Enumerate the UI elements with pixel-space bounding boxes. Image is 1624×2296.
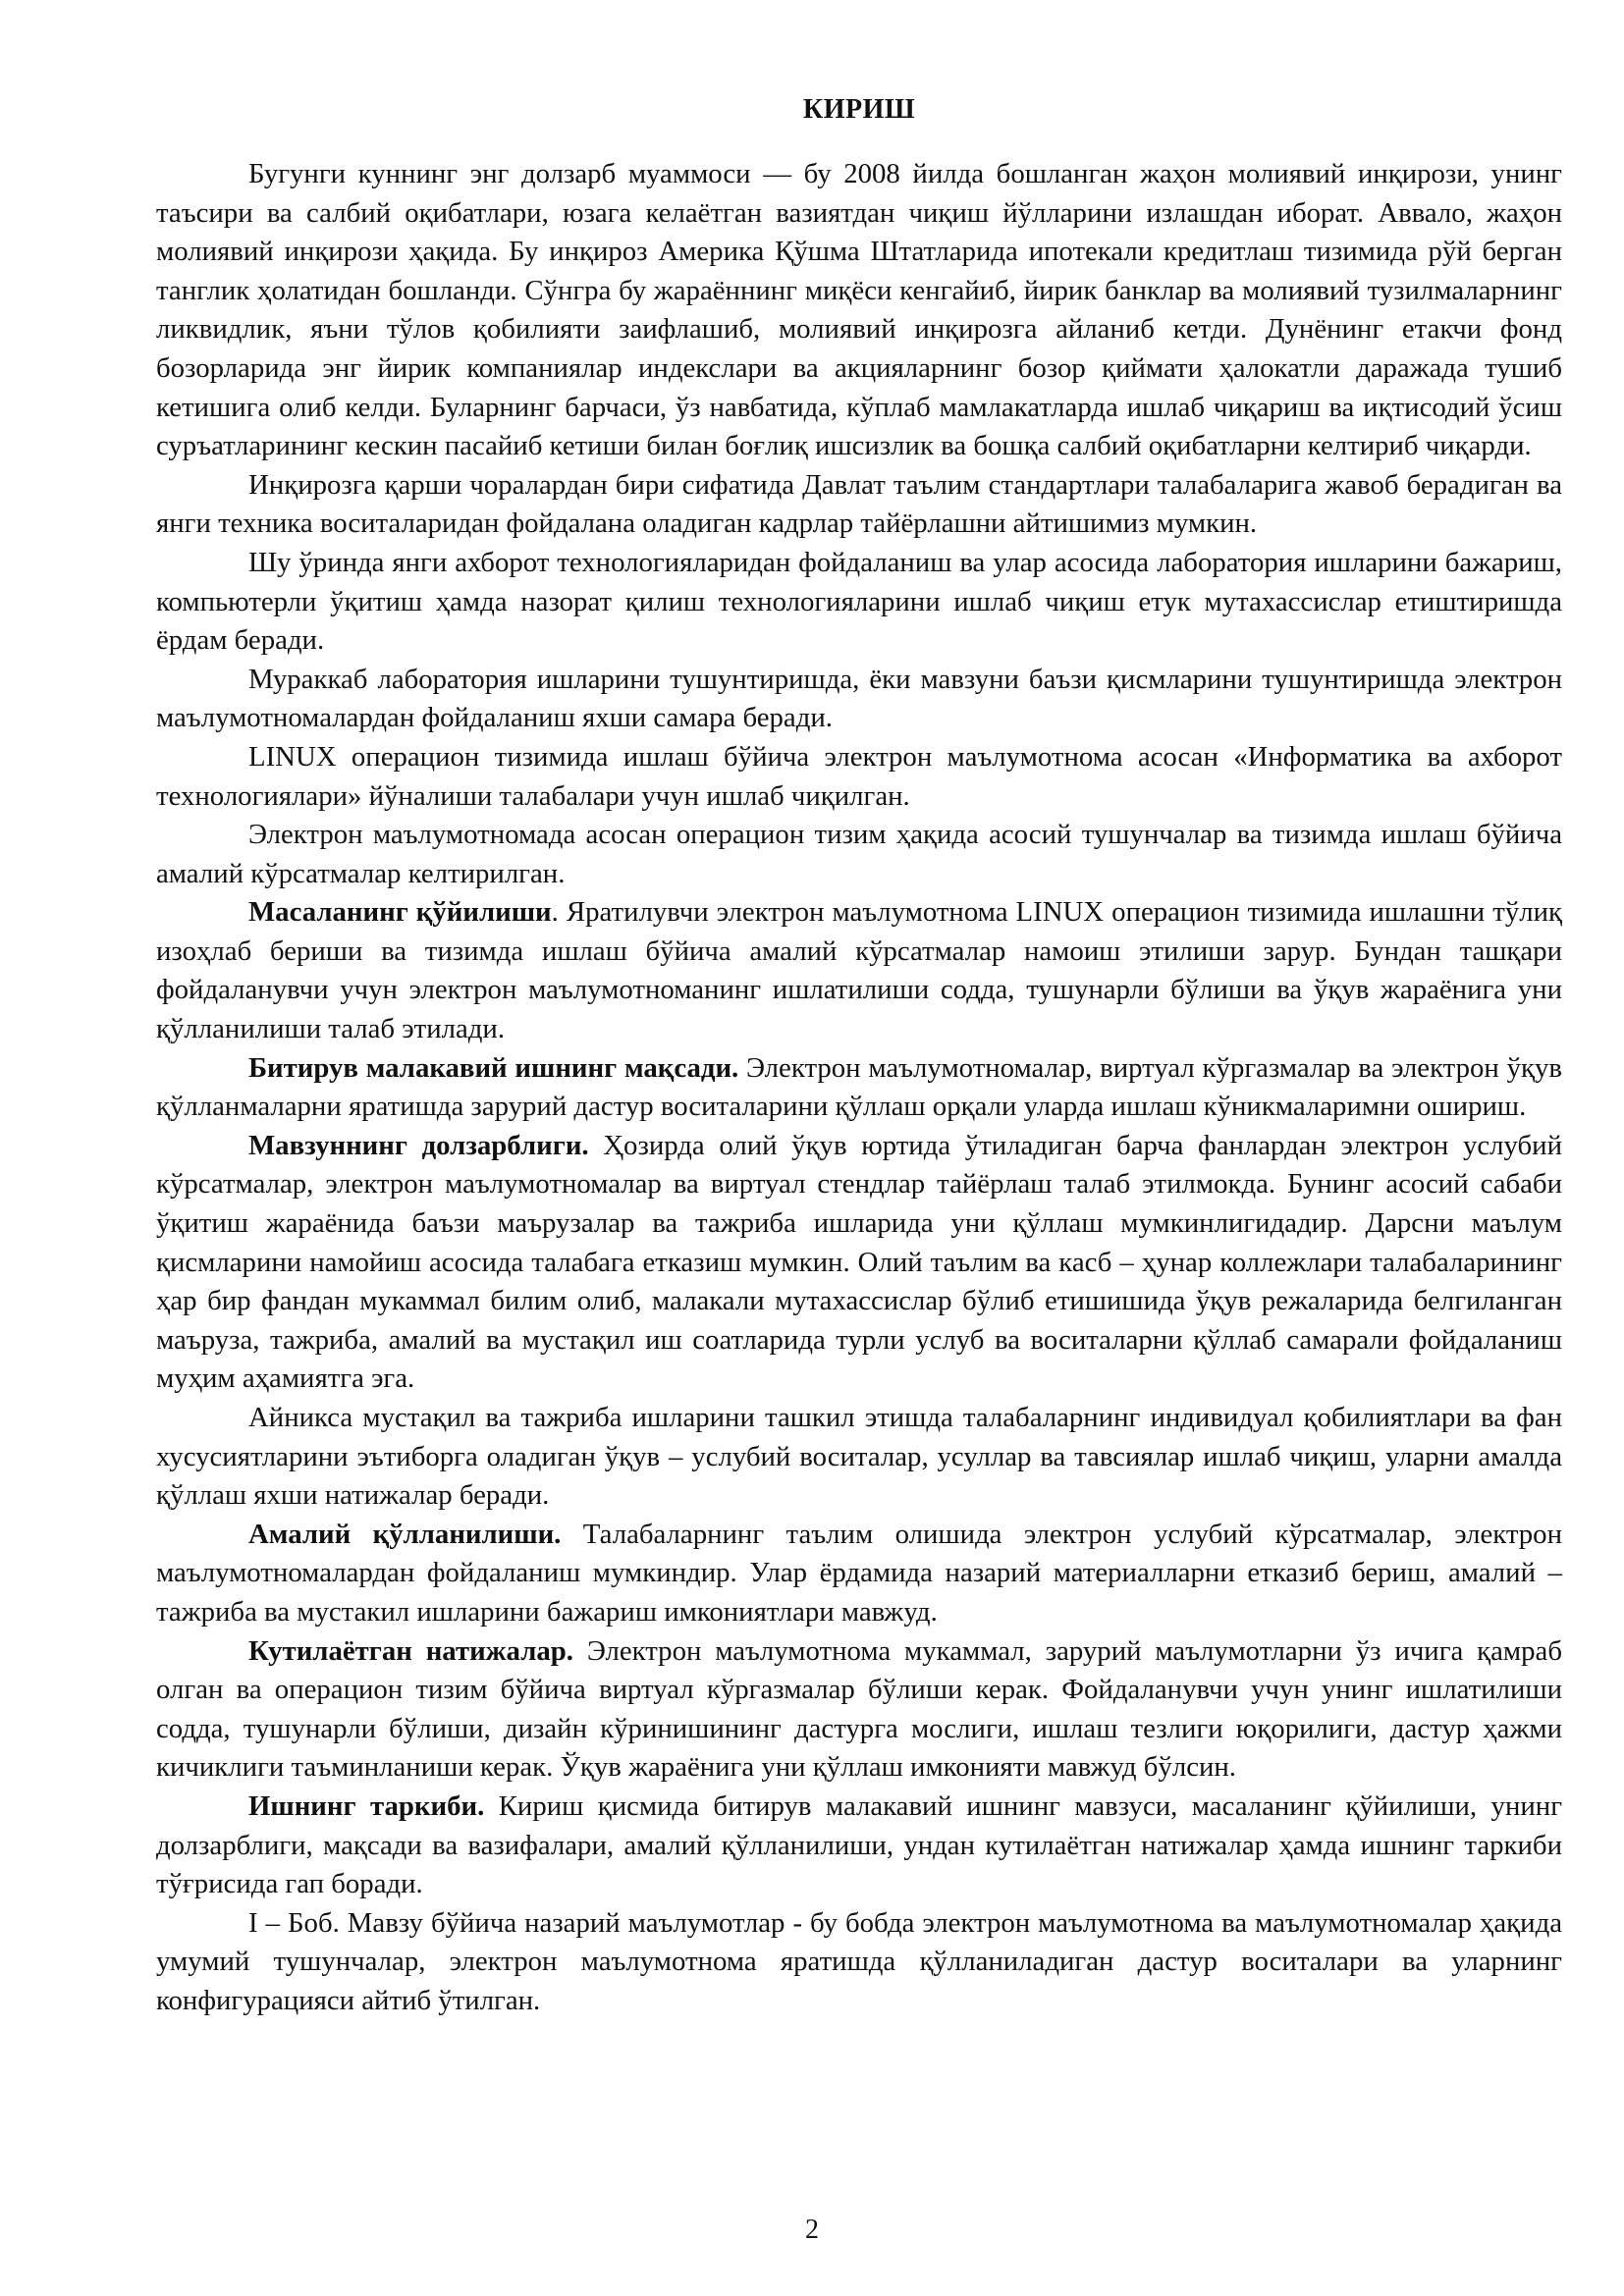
paragraph-1 [156,155,1562,466]
paragraph-text: Шу ўринда янги ахборот технологияларидан фойдаланиш ва улар асосида лаборатория ишларини бажариш, компьютерли ўқитиш ҳамда назорат қилиш технологияларини ишлаб чиқиш етук мутахассислар етиштиришда ёрдам беради. [156,546,1562,657]
paragraph-7 [156,893,1562,1048]
paragraph-14 [156,1904,1562,2021]
paragraph-text: Ҳозирда олий ўқув юртида ўтиладиган барча фанлардан электрон услубий кўрсатмалар, электрон маълумотномалар ва виртуал стендлар тайёрлаш талаб этилмокда. Бунинг асосий сабаби ўқитиш жараёнида баъзи маърузалар ва тажриба ишларида уни қўллаш мумкинлигидадир. Дарсни маълум қисмларини намойиш асосида талабага етказиш мумкин. Олий таълим ва касб – ҳунар коллежлари талабаларининг ҳар бир фандан мукаммал билим олиб, малакали мутахассислар бўлиб етишишида ўқув режаларида белгиланган маъруза, тажриба, амалий ва мустақил иш соатларида турли услуб ва воситаларни қўллаб самарали фойдаланиш муҳим аҳамиятга эга. [156,1129,1562,1395]
paragraph-3 [156,544,1562,661]
paragraph-lead: Масаланинг қўйилиши [248,896,552,929]
paragraph-text: LINUX операцион тизимида ишлаш бўйича электрон маълумотнома асосан «Информатика ва ахборот технологиялари» йўналиши талабалари учун ишлаб чиқилган. [156,740,1562,812]
paragraph-lead: Мавзуннинг долзарблиги. [248,1129,589,1161]
page-number: 2 [805,2215,819,2245]
paragraph-4 [156,661,1562,738]
paragraph-lead: Кутилаётган натижалар. [248,1634,573,1667]
paragraph-text: Талабаларнинг таълим олишида электрон услубий кўрсатмалар, электрон маълумотномалардан фойдаланиш мумкиндир. Улар ёрдамида назарий материалларни етказиб бериш, амалий – тажриба ва мустакил ишларини бажариш имкониятлари мавжуд. [156,1518,1562,1628]
paragraph-text: Электрон маълумотнома мукаммал, зарурий маълумотларни ўз ичига қамраб олган ва операцион тизим бўйича виртуал кўргазмалар бўлиши керак. Фойдаланувчи учун унинг ишлатилиши содда, тушунарли бўлиши, дизайн кўринишининг дастурга мослиги, ишлаш тезлиги юқорилиги, дастур ҳажми кичиклиги таъминланиши керак. Ўқув жараёнига уни қўллаш имконияти мавжуд бўлсин. [156,1634,1562,1784]
paragraph-text: Мураккаб лаборатория ишларини тушунтиришда, ёки мавзуни баъзи қисмларини тушунтиришда электрон маълумотномалардан фойдаланиш яхши самара беради. [156,663,1562,734]
paragraph-12 [156,1632,1562,1788]
paragraph-lead: Ишнинг таркиби. [248,1789,485,1822]
paragraph-9 [156,1127,1562,1399]
paragraph-8 [156,1049,1562,1127]
paragraph-text: Бугунги куннинг энг долзарб муаммоси — бу 2008 йилда бошланган жаҳон молиявий инқирози, унинг таъсири ва салбий оқибатлари, юзага келаётган вазиятдан чиқиш йўлларини излашдан иборат. Аввало, жаҳон молиявий инқирози ҳақида. Бу инқироз Америка Қўшма Штатларида ипотекали кредитлаш тизимида рўй берган танглик ҳолатидан бошланди. Сўнгра бу жараённинг миқёси кенгайиб, йирик банклар ва молиявий тузилмаларнинг ликвидлик, яъни тўлов қобилияти заифлашиб, молиявий инқирозга айланиб кетди. Дунёнинг етакчи фонд бозорларида энг йирик компаниялар индекслари ва акцияларнинг бозор қиймати ҳалокатли даражада тушиб кетишига олиб келди. Буларнинг барчаси, ўз навбатида, кўплаб мамлакатларда ишлаб чиқариш ва иқтисодий ўсиш суръатларининг кескин пасайиб кетиши билан боғлиқ ишсизлик ва бошқа салбий оқибатларни келтириб чиқарди. [156,158,1562,462]
paragraph-text: Электрон маълумотномада асосан операцион тизим ҳақида асосий тушунчалар ва тизимда ишлаш бўйича амалий кўрсатмалар келтирилган. [156,819,1562,889]
paragraph-13 [156,1788,1562,1904]
paragraph-text: I – Боб. Мавзу бўйича назарий маълумотлар - бу бобда электрон маълумотнома ва маълумотномалар ҳақида умумий тушунчалар, электрон маълумотнома яратишда қўлланиладиган дастур воситалари ва уларнинг конфигурацияси айтиб ўтилган. [156,1906,1562,2016]
paragraph-2 [156,466,1562,544]
paragraph-text: Кириш қисмида битирув малакавий ишнинг мавзуси, масаланинг қўйилиши, унинг долзарблиги, мақсади ва вазифалари, амалий қўлланилиши, ундан кутилаётган натижалар ҳамда ишнинг таркиби тўғрисида гап боради. [156,1789,1563,1900]
paragraph-text: Айникса мустақил ва тажриба ишларини ташкил этишда талабаларнинг индивидуал қобилиятлари ва фан хусусиятларини эътиборга оладиган ўқув – услубий воситалар, усуллар ва тавсиялар ишлаб чиқиш, уларни амалда қўллаш яхши натижалар беради. [156,1402,1562,1512]
paragraph-text: Электрон маълумотномалар, виртуал кўргазмалар ва электрон ўқув қўлланмаларни яратишда зарурий дастур воситаларини қўллаш орқали уларда ишлаш кўникмаларимни ошириш. [156,1051,1562,1123]
paragraph-6 [156,816,1562,893]
paragraph-text: . Яратилувчи электрон маълумотнома LINUX операцион тизимида ишлашни тўлиқ изоҳлаб бериши ва тизимда ишлаш бўйича амалий кўрсатмалар намоиш этилиши зарур. Бундан ташқари фойдаланувчи учун электрон маълумотноманинг ишлатилиши содда, тушунарли бўлиши ва ўқув жараёнига уни қўлланилиши талаб этилади. [156,896,1562,1045]
paragraph-10 [156,1399,1562,1516]
paragraph-text: Инқирозга қарши чоралардан бири сифатида Давлат таълим стандартлари талабаларига жавоб берадиган ва янги техника воситаларидан фойдалана оладиган кадрлар тайёрлашни айтишимиз мумкин. [156,468,1562,540]
paragraph-lead: Битирув малакавий ишнинг мақсади. [248,1051,739,1084]
page-title: КИРИШ [802,94,916,125]
page-content [156,90,1562,2021]
paragraph-11 [156,1516,1562,1632]
paragraph-5 [156,738,1562,816]
paragraph-lead: Амалий қўлланилиши. [248,1518,562,1550]
